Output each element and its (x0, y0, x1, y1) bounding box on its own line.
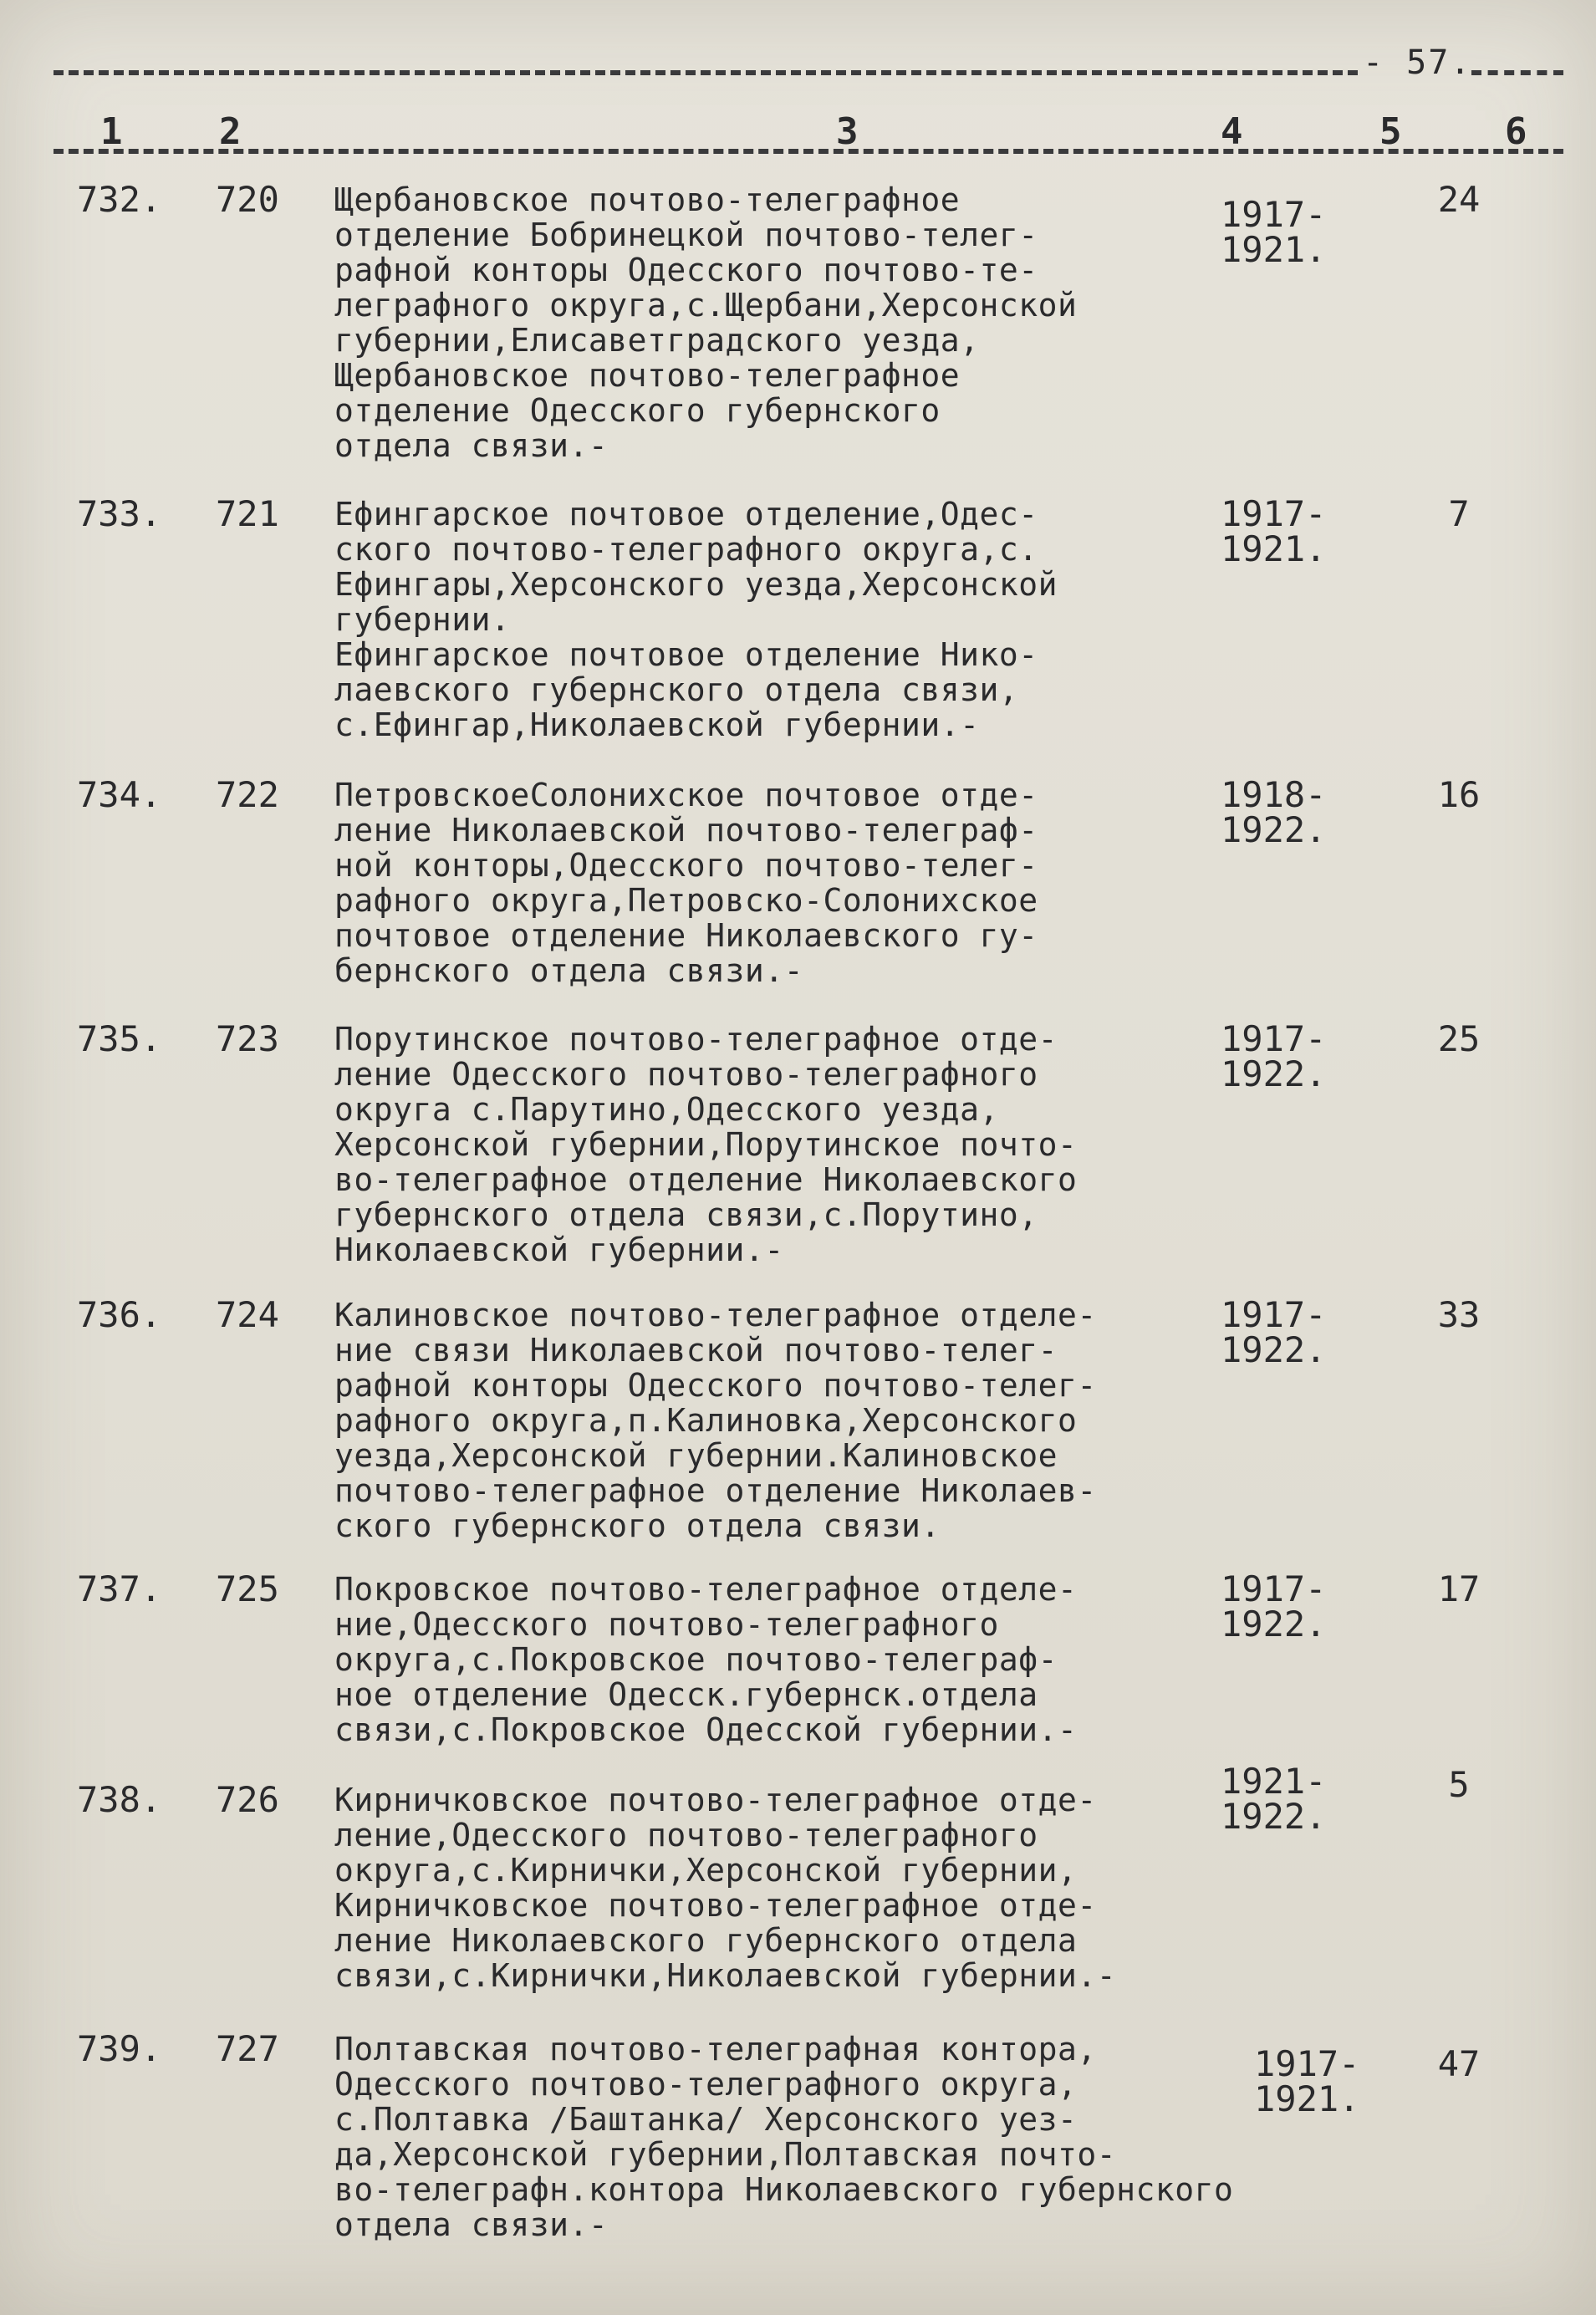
entry-count: 47 (1437, 2043, 1481, 2084)
entry-number: 735. (77, 1018, 162, 1059)
entry-description: Порутинское почтово-телеграфное отде- ление Одесского почтово-телеграфного округа с.Парутино,Одесского уезда, Херсонской губернии,Порутинское почто- во-телеграфное отделение Николаевского губернского отдела связи,с.Порутино, Николаевской губернии.- (334, 1021, 1078, 1268)
fond-number: 723 (216, 1018, 279, 1059)
entry-years: 1917- 1921. (1221, 493, 1327, 569)
entry-number: 734. (77, 774, 162, 815)
entry-years: 1917- 1922. (1221, 1294, 1327, 1370)
fond-number: 721 (216, 493, 279, 534)
fond-number: 725 (216, 1568, 279, 1609)
column-header-3: 3 (836, 110, 859, 153)
entry-number: 733. (77, 493, 162, 534)
fond-number: 724 (216, 1294, 279, 1335)
column-header-6: 6 (1505, 110, 1527, 153)
entry-number: 738. (77, 1779, 162, 1820)
column-header-2: 2 (219, 110, 242, 153)
entry-count: 24 (1437, 179, 1481, 220)
entry-years: 1918- 1922. (1221, 774, 1327, 850)
top-dash-rule (54, 70, 1358, 75)
fond-number: 727 (216, 2028, 279, 2069)
column-header-5: 5 (1379, 110, 1402, 153)
entry-description: Калиновское почтово-телеграфное отделе- ние связи Николаевской почтово-телег- рафной конторы Одесского почтово-телег- рафного округа,п.Калиновка,Херсонского уезда,Херсонской губернии.Калиновское почтово-телеграфное отделение Николаев- ского губернского отдела связи. (334, 1297, 1097, 1544)
entry-count: 7 (1448, 493, 1470, 534)
entry-description: Полтавская почтово-телеграфная контора, Одесского почтово-телеграфного округа, с.Полтавка /Баштанка/ Херсонского уез- да,Херсонской губернии,Полтавская почто- во-телеграфн.контора Николаевского губернского отдела связи.- (334, 2031, 1234, 2243)
entry-description: Ефингарское почтовое отделение,Одес- ского почтово-телеграфного округа,с. Ефингары,Херсонского уезда,Херсонской губернии. Ефингарское почтовое отделение Нико- лаевского губернского отдела связи, с.Ефингар,Николаевской губернии.- (334, 496, 1058, 743)
entry-count: 5 (1448, 1764, 1470, 1805)
entry-number: 736. (77, 1294, 162, 1335)
entry-number: 739. (77, 2028, 162, 2069)
entry-description: ПетровскоеСолонихское почтовое отде- ление Николаевской почтово-телеграф- ной конторы,Одесского почтово-телег- рафного округа,Петровско-Солонихское почтовое отделение Николаевского гу- бернского отдела связи.- (334, 777, 1038, 989)
entry-number: 732. (77, 179, 162, 220)
column-header-1: 1 (100, 110, 123, 153)
header-dash-rule (54, 149, 1563, 154)
entry-number: 737. (77, 1568, 162, 1609)
entry-count: 16 (1437, 774, 1481, 815)
entry-count: 17 (1437, 1568, 1481, 1609)
entry-description: Кирничковское почтово-телеграфное отде- ление,Одесского почтово-телеграфного округа,с.Кирнички,Херсонской губернии, Кирничковское почтово-телеграфное отде- ление Николаевского губернского отдела связи,с.Кирнички,Николаевской губернии.- (334, 1782, 1117, 1994)
entry-years: 1921- 1922. (1221, 1761, 1327, 1837)
page-number: - 57. (1363, 43, 1472, 82)
entry-years: 1917- 1922. (1221, 1568, 1327, 1644)
column-header-4: 4 (1221, 110, 1243, 153)
fond-number: 722 (216, 774, 279, 815)
entry-count: 25 (1437, 1018, 1481, 1059)
entry-count: 33 (1437, 1294, 1481, 1335)
top-dash-rule-right (1471, 70, 1563, 75)
fond-number: 726 (216, 1779, 279, 1820)
entry-years: 1917- 1921. (1221, 194, 1327, 270)
fond-number: 720 (216, 179, 279, 220)
entry-years: 1917- 1921. (1254, 2043, 1360, 2119)
entry-years: 1917- 1922. (1221, 1018, 1327, 1094)
entry-description: Покровское почтово-телеграфное отделе- ние,Одесского почтово-телеграфного округа,с.Покровское почтово-телеграф- ное отделение Одесск.губернск.отдела связи,с.Покровское Одесской губернии.- (334, 1571, 1078, 1748)
entry-description: Щербановское почтово-телеграфное отделение Бобринецкой почтово-телег- рафной конторы Одесского почтово-те- леграфного округа,с.Щербани,Херсонской губернии,Елисаветградского уезда, Щербановское почтово-телеграфное отделение Одесского губернского отдела связи.- (334, 181, 1078, 464)
